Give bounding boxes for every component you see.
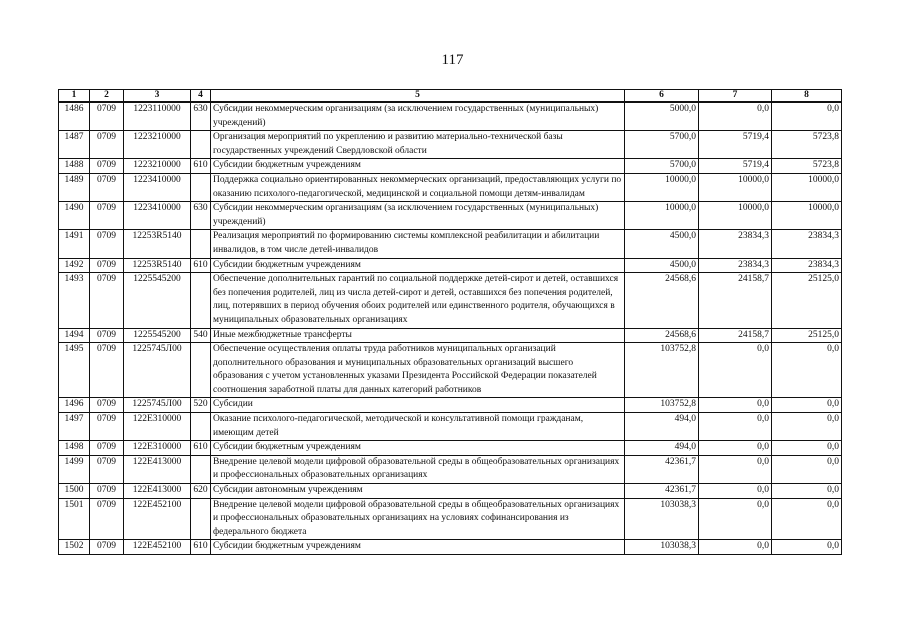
section-code: 0709 [90,131,124,159]
table-row [59,131,842,159]
amount-col-6: 5700,0 [625,131,699,159]
expense-type-code: 610 [191,540,211,555]
table-row [59,498,842,540]
expense-type-code [191,413,211,441]
amount-col-8: 10000,0 [772,202,842,230]
amount-col-6: 10000,0 [625,173,699,201]
expense-type-code [191,455,211,483]
table-row [59,202,842,230]
amount-col-7: 0,0 [699,455,772,483]
item-description: Организация мероприятий по укреплению и развитию материально-технической базы государственных учреждений Свердловской области [211,131,625,159]
item-description: Субсидии бюджетным учреждениям [211,159,625,174]
row-number: 1486 [59,102,90,131]
row-number: 1497 [59,413,90,441]
amount-col-6: 42361,7 [625,455,699,483]
amount-col-7: 0,0 [699,540,772,555]
table-row [59,173,842,201]
amount-col-7: 23834,3 [699,258,772,273]
table-row [59,273,842,328]
section-code: 0709 [90,413,124,441]
expense-type-code: 540 [191,328,211,343]
target-article-code: 1223210000 [124,159,191,174]
item-description: Обеспечение дополнительных гарантий по социальной поддержке детей-сирот и детей, оставшихся без попечения родителей, лиц из числа детей-сирот и детей, оставшихся без попечения родителей, лиц, потерявших в период обучения обоих родителей или единственного родителя, обучающихся в муниципальных образовательных организациях [211,273,625,328]
expense-type-code [191,498,211,540]
amount-col-6: 494,0 [625,413,699,441]
col-header-1: 1 [59,90,90,103]
amount-col-8: 0,0 [772,484,842,499]
col-header-3: 3 [124,90,191,103]
amount-col-6: 42361,7 [625,484,699,499]
amount-col-7: 0,0 [699,441,772,456]
target-article-code: 122Е452100 [124,498,191,540]
section-code: 0709 [90,398,124,413]
item-description: Субсидии [211,398,625,413]
row-number: 1501 [59,498,90,540]
row-number: 1492 [59,258,90,273]
row-number: 1496 [59,398,90,413]
item-description: Реализация мероприятий по формированию системы комплексной реабилитации и абилитации инвалидов, в том числе детей-инвалидов [211,230,625,258]
row-number: 1494 [59,328,90,343]
item-description: Иные межбюджетные трансферты [211,328,625,343]
amount-col-7: 5719,4 [699,159,772,174]
row-number: 1493 [59,273,90,328]
amount-col-8: 5723,8 [772,159,842,174]
section-code: 0709 [90,498,124,540]
item-description: Субсидии некоммерческим организациям (за исключением государственных (муниципальных) учреждений) [211,202,625,230]
amount-col-8: 5723,8 [772,131,842,159]
amount-col-6: 494,0 [625,441,699,456]
amount-col-8: 0,0 [772,540,842,555]
amount-col-8: 23834,3 [772,230,842,258]
amount-col-8: 0,0 [772,413,842,441]
amount-col-7: 10000,0 [699,202,772,230]
target-article-code: 1225545200 [124,273,191,328]
item-description: Субсидии бюджетным учреждениям [211,441,625,456]
target-article-code: 122Е413000 [124,484,191,499]
target-article-code: 1223110000 [124,102,191,131]
target-article-code: 12253R5140 [124,230,191,258]
section-code: 0709 [90,273,124,328]
amount-col-8: 0,0 [772,441,842,456]
amount-col-6: 4500,0 [625,258,699,273]
section-code: 0709 [90,102,124,131]
expense-type-code: 630 [191,202,211,230]
table-row [59,258,842,273]
amount-col-6: 103038,3 [625,498,699,540]
section-code: 0709 [90,455,124,483]
item-description: Внедрение целевой модели цифровой образовательной среды в общеобразовательных организациях и профессиональных образовательных организациях на условиях софинансирования из федерального бюджета [211,498,625,540]
amount-col-7: 0,0 [699,102,772,131]
row-number: 1499 [59,455,90,483]
col-header-6: 6 [625,90,699,103]
target-article-code: 122Е452100 [124,540,191,555]
amount-col-7: 0,0 [699,498,772,540]
section-code: 0709 [90,328,124,343]
amount-col-6: 5700,0 [625,159,699,174]
row-number: 1489 [59,173,90,201]
expense-type-code: 520 [191,398,211,413]
item-description: Обеспечение осуществления оплаты труда работников муниципальных организаций дополнительного образования и муниципальных образовательных организаций высшего образования с учетом установленных указами Президента Российской Федерации показателей соотношения заработной платы для данных категорий работников [211,343,625,398]
item-description: Внедрение целевой модели цифровой образовательной среды в общеобразовательных организациях и профессиональных образовательных организациях [211,455,625,483]
amount-col-7: 0,0 [699,484,772,499]
target-article-code: 1223410000 [124,173,191,201]
table-body [59,102,842,555]
row-number: 1487 [59,131,90,159]
row-number: 1488 [59,159,90,174]
expense-type-code: 620 [191,484,211,499]
target-article-code: 1223210000 [124,131,191,159]
amount-col-6: 103038,3 [625,540,699,555]
target-article-code: 1225745Л00 [124,398,191,413]
target-article-code: 1225745Л00 [124,343,191,398]
section-code: 0709 [90,173,124,201]
expense-type-code: 610 [191,159,211,174]
expense-type-code [191,131,211,159]
amount-col-6: 24568,6 [625,273,699,328]
amount-col-8: 0,0 [772,498,842,540]
amount-col-7: 0,0 [699,343,772,398]
amount-col-8: 0,0 [772,343,842,398]
col-header-2: 2 [90,90,124,103]
row-number: 1502 [59,540,90,555]
expense-type-code [191,230,211,258]
section-code: 0709 [90,230,124,258]
amount-col-6: 10000,0 [625,202,699,230]
table-row [59,413,842,441]
section-code: 0709 [90,441,124,456]
target-article-code: 122Е310000 [124,413,191,441]
row-number: 1495 [59,343,90,398]
row-number: 1491 [59,230,90,258]
item-description: Оказание психолого-педагогической, методической и консультативной помощи гражданам, имеющим детей [211,413,625,441]
amount-col-6: 4500,0 [625,230,699,258]
expense-type-code [191,173,211,201]
amount-col-8: 10000,0 [772,173,842,201]
table-row [59,441,842,456]
section-code: 0709 [90,343,124,398]
expense-type-code: 610 [191,441,211,456]
col-header-8: 8 [772,90,842,103]
target-article-code: 122Е413000 [124,455,191,483]
amount-col-8: 0,0 [772,455,842,483]
amount-col-8: 0,0 [772,398,842,413]
amount-col-6: 5000,0 [625,102,699,131]
amount-col-7: 0,0 [699,413,772,441]
amount-col-7: 5719,4 [699,131,772,159]
section-code: 0709 [90,159,124,174]
table-row [59,102,842,131]
budget-table [58,89,842,555]
table-row [59,540,842,555]
amount-col-8: 25125,0 [772,273,842,328]
target-article-code: 1223410000 [124,202,191,230]
expense-type-code [191,273,211,328]
page-number: 117 [441,52,464,68]
amount-col-7: 24158,7 [699,328,772,343]
amount-col-8: 25125,0 [772,328,842,343]
target-article-code: 122Е310000 [124,441,191,456]
row-number: 1490 [59,202,90,230]
amount-col-6: 103752,8 [625,343,699,398]
amount-col-8: 0,0 [772,102,842,131]
col-header-5: 5 [211,90,625,103]
amount-col-7: 0,0 [699,398,772,413]
expense-type-code [191,343,211,398]
item-description: Субсидии автономным учреждениям [211,484,625,499]
row-number: 1498 [59,441,90,456]
table-row [59,230,842,258]
table-row [59,484,842,499]
item-description: Поддержка социально ориентированных некоммерческих организаций, предоставляющих услуги по оказанию психолого-педагогической, медицинской и социальной помощи детям-инвалидам [211,173,625,201]
target-article-code: 1225545200 [124,328,191,343]
item-description: Субсидии бюджетным учреждениям [211,540,625,555]
amount-col-8: 23834,3 [772,258,842,273]
table-row [59,343,842,398]
amount-col-7: 23834,3 [699,230,772,258]
row-number: 1500 [59,484,90,499]
expense-type-code: 610 [191,258,211,273]
col-header-4: 4 [191,90,211,103]
table-row [59,159,842,174]
section-code: 0709 [90,540,124,555]
amount-col-6: 103752,8 [625,398,699,413]
table-row [59,455,842,483]
col-header-7: 7 [699,90,772,103]
table-row [59,398,842,413]
section-code: 0709 [90,202,124,230]
amount-col-7: 24158,7 [699,273,772,328]
table-header-row [59,90,842,103]
item-description: Субсидии некоммерческим организациям (за исключением государственных (муниципальных) учреждений) [211,102,625,131]
item-description: Субсидии бюджетным учреждениям [211,258,625,273]
target-article-code: 12253R5140 [124,258,191,273]
table-row [59,328,842,343]
expense-type-code: 630 [191,102,211,131]
section-code: 0709 [90,484,124,499]
amount-col-7: 10000,0 [699,173,772,201]
section-code: 0709 [90,258,124,273]
amount-col-6: 24568,6 [625,328,699,343]
